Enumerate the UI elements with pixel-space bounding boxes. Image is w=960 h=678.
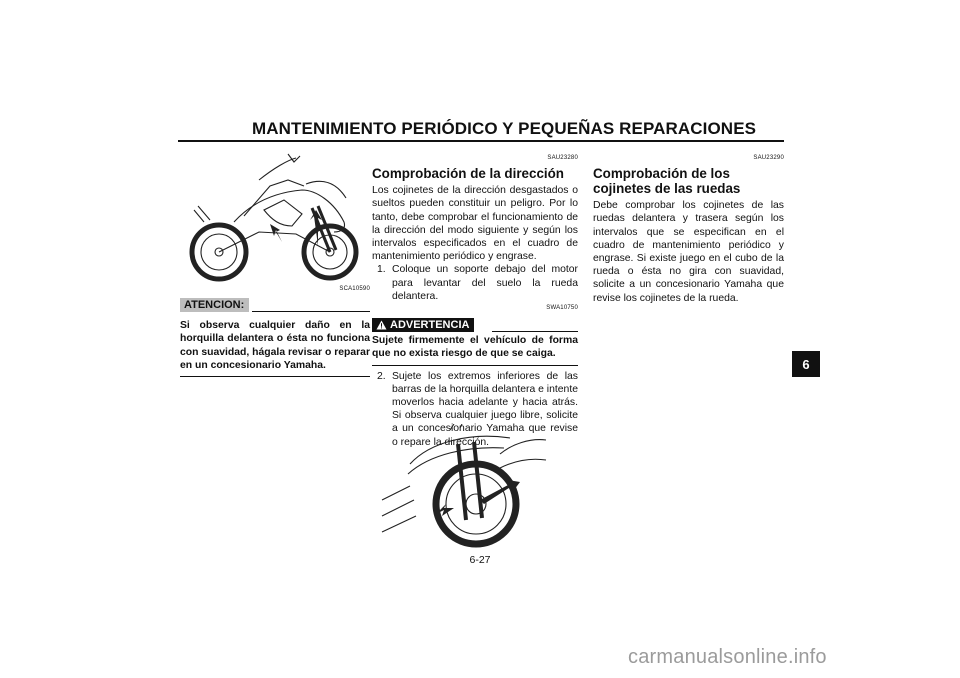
figure-code: SCA10590 xyxy=(339,286,370,292)
warning-label: ADVERTENCIA xyxy=(372,318,474,332)
section-code-steering: SAU23280 xyxy=(547,155,578,161)
warning-triangle-icon xyxy=(376,320,387,330)
steering-intro: Los cojinetes de la dirección desgastados o sueltos pueden constituir un peligro. Por lo tanto, debe comprobar el funcionamiento de la dirección del modo siguiente y según los intervalos especificados en el cuadro de mantenimiento periódico y engrase. xyxy=(372,185,578,263)
page-title: MANTENIMIENTO PERIÓDICO Y PEQUEÑAS REPARACIONES xyxy=(252,119,757,138)
section-code-wheels: SAU23290 xyxy=(753,155,784,161)
steering-heading: Comprobación de la dirección xyxy=(372,166,564,182)
title-rule xyxy=(178,140,784,142)
warning-code: SWA10750 xyxy=(546,305,578,312)
fork-check-illustration xyxy=(380,424,548,548)
list-item: 1. Coloque un soporte debajo del motor para levantar del suelo la rueda delantera. xyxy=(377,264,578,302)
chapter-tab: 6 xyxy=(792,351,820,377)
list-item: 2. Sujete los extremos inferiores de las barras de la horquilla delantera e intente moverlos hacia adelante y hacia atrás. Si observa cualquier juego libre, solicite a un concesionario Yamaha que revise o repare la dirección. xyxy=(377,370,579,448)
page-number: 6-27 xyxy=(469,554,491,566)
warning-text: Sujete firmemente el vehículo de forma que no exista riesgo de que se caiga. xyxy=(372,335,578,360)
motorcycle-illustration xyxy=(184,150,364,284)
notice-label: ATENCION: xyxy=(180,298,249,312)
notice-text: Si observa cualquier daño en la horquilla delantera o ésta no funciona con suavidad, hágala revisar o reparar en un concesionario Yamaha. xyxy=(180,320,371,371)
wheel-bearings-text: Debe comprobar los cojinetes de las ruedas delantera y trasera según los intervalos que se especifican en el cuadro de mantenimiento periódico y engrase. Si existe juego en el cubo de la rueda o ésta no gira con suavidad, solicite a un concesionario Yamaha que revise los cojinetes de la rueda. xyxy=(593,200,784,304)
wheel-bearings-heading: Comprobación de los cojinetes de las ruedas xyxy=(593,166,741,197)
watermark: carmanualsonline.info xyxy=(628,646,827,668)
